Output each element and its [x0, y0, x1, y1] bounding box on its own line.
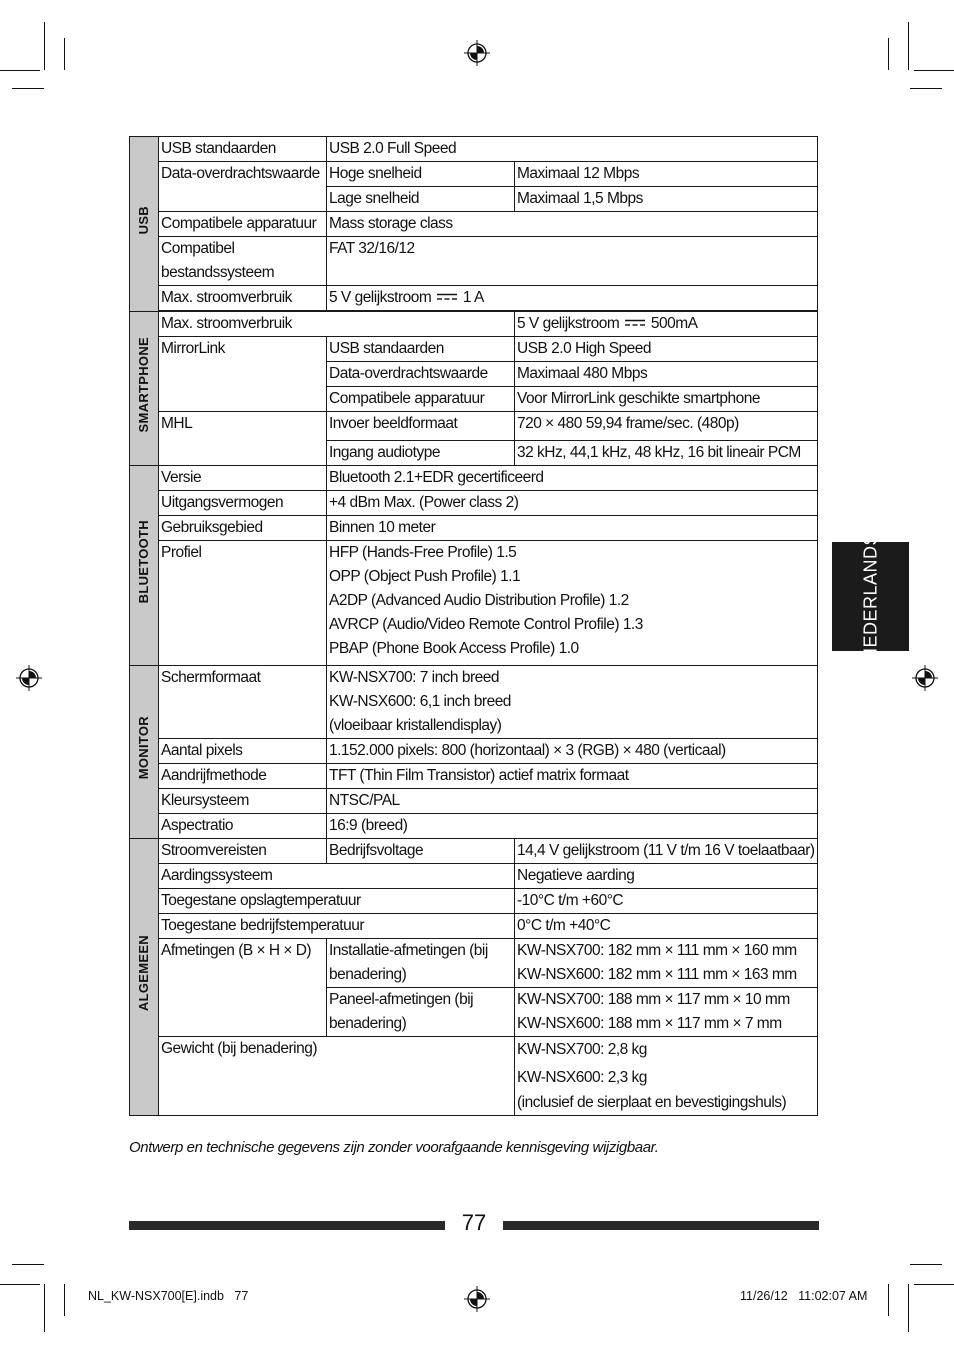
spec-value: 5 V gelijkstroom 500mA [515, 312, 818, 337]
spec-label: Schermformaat [159, 666, 327, 739]
spec-sublabel: Data-overdrachtswaarde [327, 362, 515, 387]
spec-label: Toegestane bedrijfstemperatuur [159, 914, 515, 939]
crop-mark [914, 1284, 954, 1285]
table-row [130, 491, 818, 516]
list-item: PBAP (Phone Book Access Profile) 1.0 [329, 640, 579, 657]
spec-value: +4 dBm Max. (Power class 2) [327, 491, 818, 516]
spec-label: Data-overdrachtswaarde [159, 162, 327, 212]
crop-mark [908, 1284, 909, 1332]
table-row [130, 764, 818, 789]
spec-sublabel: Bedrijfsvoltage [327, 839, 515, 864]
table-row [130, 516, 818, 541]
crop-mark [0, 1284, 40, 1285]
crop-mark [908, 22, 909, 70]
spec-label: Stroomvereisten [159, 839, 327, 864]
list-item: HFP (Hands-Free Profile) 1.5 [329, 544, 517, 561]
crop-mark [12, 1264, 44, 1265]
page-number: 77 [461, 1210, 487, 1235]
spec-value: 1.152.000 pixels: 800 (horizontaal) × 3 (RGB) × 480 (verticaal) [327, 739, 818, 764]
spec-label: Profiel [159, 541, 327, 666]
spec-value: 5 V gelijkstroom 1 A [327, 286, 818, 311]
crop-mark [888, 38, 889, 70]
spec-label: MirrorLink [159, 337, 327, 412]
table-row [130, 889, 818, 914]
spec-value: 32 kHz, 44,1 kHz, 48 kHz, 16 bit lineair PCM [515, 441, 818, 466]
table-row [130, 814, 818, 839]
table-row [130, 864, 818, 889]
table-row [130, 337, 818, 362]
spec-sublabel: Paneel-afmetingen (bij benadering) [327, 988, 515, 1037]
spec-label: Toegestane opslagtemperatuur [159, 889, 515, 914]
spec-value: Voor MirrorLink geschikte smartphone [515, 387, 818, 412]
section-label-smartphone: SMARTPHONE [130, 312, 159, 466]
spec-value: 14,4 V gelijkstroom (11 V t/m 16 V toelaatbaar) [515, 839, 818, 864]
list-item: A2DP (Advanced Audio Distribution Profile) 1.2 [329, 592, 629, 609]
spec-value: KW-NSX700: 7 inch breed KW-NSX600: 6,1 inch breed (vloeibaar kristallendisplay) [327, 666, 818, 739]
spec-sublabel: Invoer beeldformaat [327, 412, 515, 441]
table-row [130, 412, 818, 441]
table-row [130, 666, 818, 739]
spec-value: Maximaal 480 Mbps [515, 362, 818, 387]
table-row [130, 939, 818, 988]
table-row [130, 466, 818, 491]
registration-mark-icon [464, 40, 490, 66]
spec-sublabel: Lage snelheid [327, 187, 515, 212]
language-tab: NEDERLANDS [832, 542, 909, 651]
spec-label: Aandrijfmethode [159, 764, 327, 789]
section-label-general: ALGEMEEN [130, 839, 159, 1116]
spec-label: Versie [159, 466, 327, 491]
table-row [130, 789, 818, 814]
spec-label: Gewicht (bij benadering) [159, 1037, 515, 1116]
spec-label: Gebruiksgebied [159, 516, 327, 541]
spec-label: Compatibel bestandssysteem [159, 237, 327, 286]
page-bar-left [129, 1221, 445, 1230]
dc-symbol-icon [437, 293, 457, 301]
spec-value: TFT (Thin Film Transistor) actief matrix formaat [327, 764, 818, 789]
table-row [130, 312, 818, 337]
spec-value: Maximaal 1,5 Mbps [515, 187, 818, 212]
imprint-file: NL_KW-NSX700[E].indb 77 [88, 1289, 249, 1303]
spec-value: Binnen 10 meter [327, 516, 818, 541]
crop-mark [888, 1284, 889, 1316]
table-row [130, 137, 818, 162]
spec-sublabel: Hoge snelheid [327, 162, 515, 187]
spec-value: USB 2.0 Full Speed [327, 137, 818, 162]
spec-value: 720 × 480 59,94 frame/sec. (480p) [515, 412, 818, 441]
spec-label: Aardingssysteem [159, 864, 515, 889]
spec-value: NTSC/PAL [327, 789, 818, 814]
registration-mark-icon [912, 665, 938, 691]
spec-sublabel: Installatie-afmetingen (bij benadering) [327, 939, 515, 988]
table-row [130, 739, 818, 764]
crop-mark [44, 1284, 45, 1332]
spec-label: Max. stroomverbruik [159, 312, 515, 337]
spec-value: Mass storage class [327, 212, 818, 237]
spec-value: Maximaal 12 Mbps [515, 162, 818, 187]
registration-mark-icon [464, 1286, 490, 1312]
table-row [130, 541, 818, 666]
crop-mark [914, 70, 954, 71]
table-row [130, 1037, 818, 1116]
spec-value: 0°C t/m +40°C [515, 914, 818, 939]
spec-value: KW-NSX700: 182 mm × 111 mm × 160 mm KW-NSX600: 182 mm × 111 mm × 163 mm [515, 939, 818, 988]
table-row [130, 839, 818, 864]
imprint-timestamp: 11/26/12 11:02:07 AM [740, 1289, 868, 1303]
page-bar-right [503, 1221, 819, 1230]
crop-mark [64, 38, 65, 70]
spec-label: Kleursysteem [159, 789, 327, 814]
section-label-bluetooth: BLUETOOTH [130, 466, 159, 666]
spec-label: Uitgangsvermogen [159, 491, 327, 516]
spec-value: Bluetooth 2.1+EDR gecertificeerd [327, 466, 818, 491]
crop-mark [64, 1284, 65, 1316]
table-row [130, 914, 818, 939]
section-label-usb: USB [130, 137, 159, 312]
spec-label: MHL [159, 412, 327, 466]
spec-value: KW-NSX700: 2,8 kg KW-NSX600: 2,3 kg (inclusief de sierplaat en bevestigingshuls) [515, 1037, 818, 1116]
spec-sublabel: Ingang audiotype [327, 441, 515, 466]
spec-label: Aspectratio [159, 814, 327, 839]
spec-label: Afmetingen (B × H × D) [159, 939, 327, 1037]
table-row [130, 237, 818, 286]
spec-value: KW-NSX700: 188 mm × 117 mm × 10 mm KW-NSX600: 188 mm × 117 mm × 7 mm [515, 988, 818, 1037]
spec-label: USB standaarden [159, 137, 327, 162]
spec-value: FAT 32/16/12 [327, 237, 818, 286]
spec-value [327, 541, 818, 666]
spec-value: USB 2.0 High Speed [515, 337, 818, 362]
crop-mark [44, 22, 45, 70]
spec-label: Compatibele apparatuur [159, 212, 327, 237]
crop-mark [910, 88, 942, 89]
table-row [130, 212, 818, 237]
spec-value: Negatieve aarding [515, 864, 818, 889]
list-item: OPP (Object Push Profile) 1.1 [329, 568, 521, 585]
crop-mark [0, 70, 40, 71]
registration-mark-icon [16, 665, 42, 691]
crop-mark [910, 1264, 942, 1265]
spec-sublabel: USB standaarden [327, 337, 515, 362]
section-label-monitor: MONITOR [130, 666, 159, 839]
footnote: Ontwerp en technische gegevens zijn zonder voorafgaande kennisgeving wijzigbaar. [129, 1139, 659, 1156]
list-item: AVRCP (Audio/Video Remote Control Profile) 1.3 [329, 616, 643, 633]
crop-mark [12, 88, 44, 89]
dc-symbol-icon [625, 319, 645, 327]
specifications-table [129, 136, 818, 1116]
spec-sublabel: Compatibele apparatuur [327, 387, 515, 412]
table-row [130, 286, 818, 311]
spec-value: -10°C t/m +60°C [515, 889, 818, 914]
table-row [130, 162, 818, 187]
spec-label: Aantal pixels [159, 739, 327, 764]
spec-label: Max. stroomverbruik [159, 286, 327, 311]
spec-value: 16:9 (breed) [327, 814, 818, 839]
